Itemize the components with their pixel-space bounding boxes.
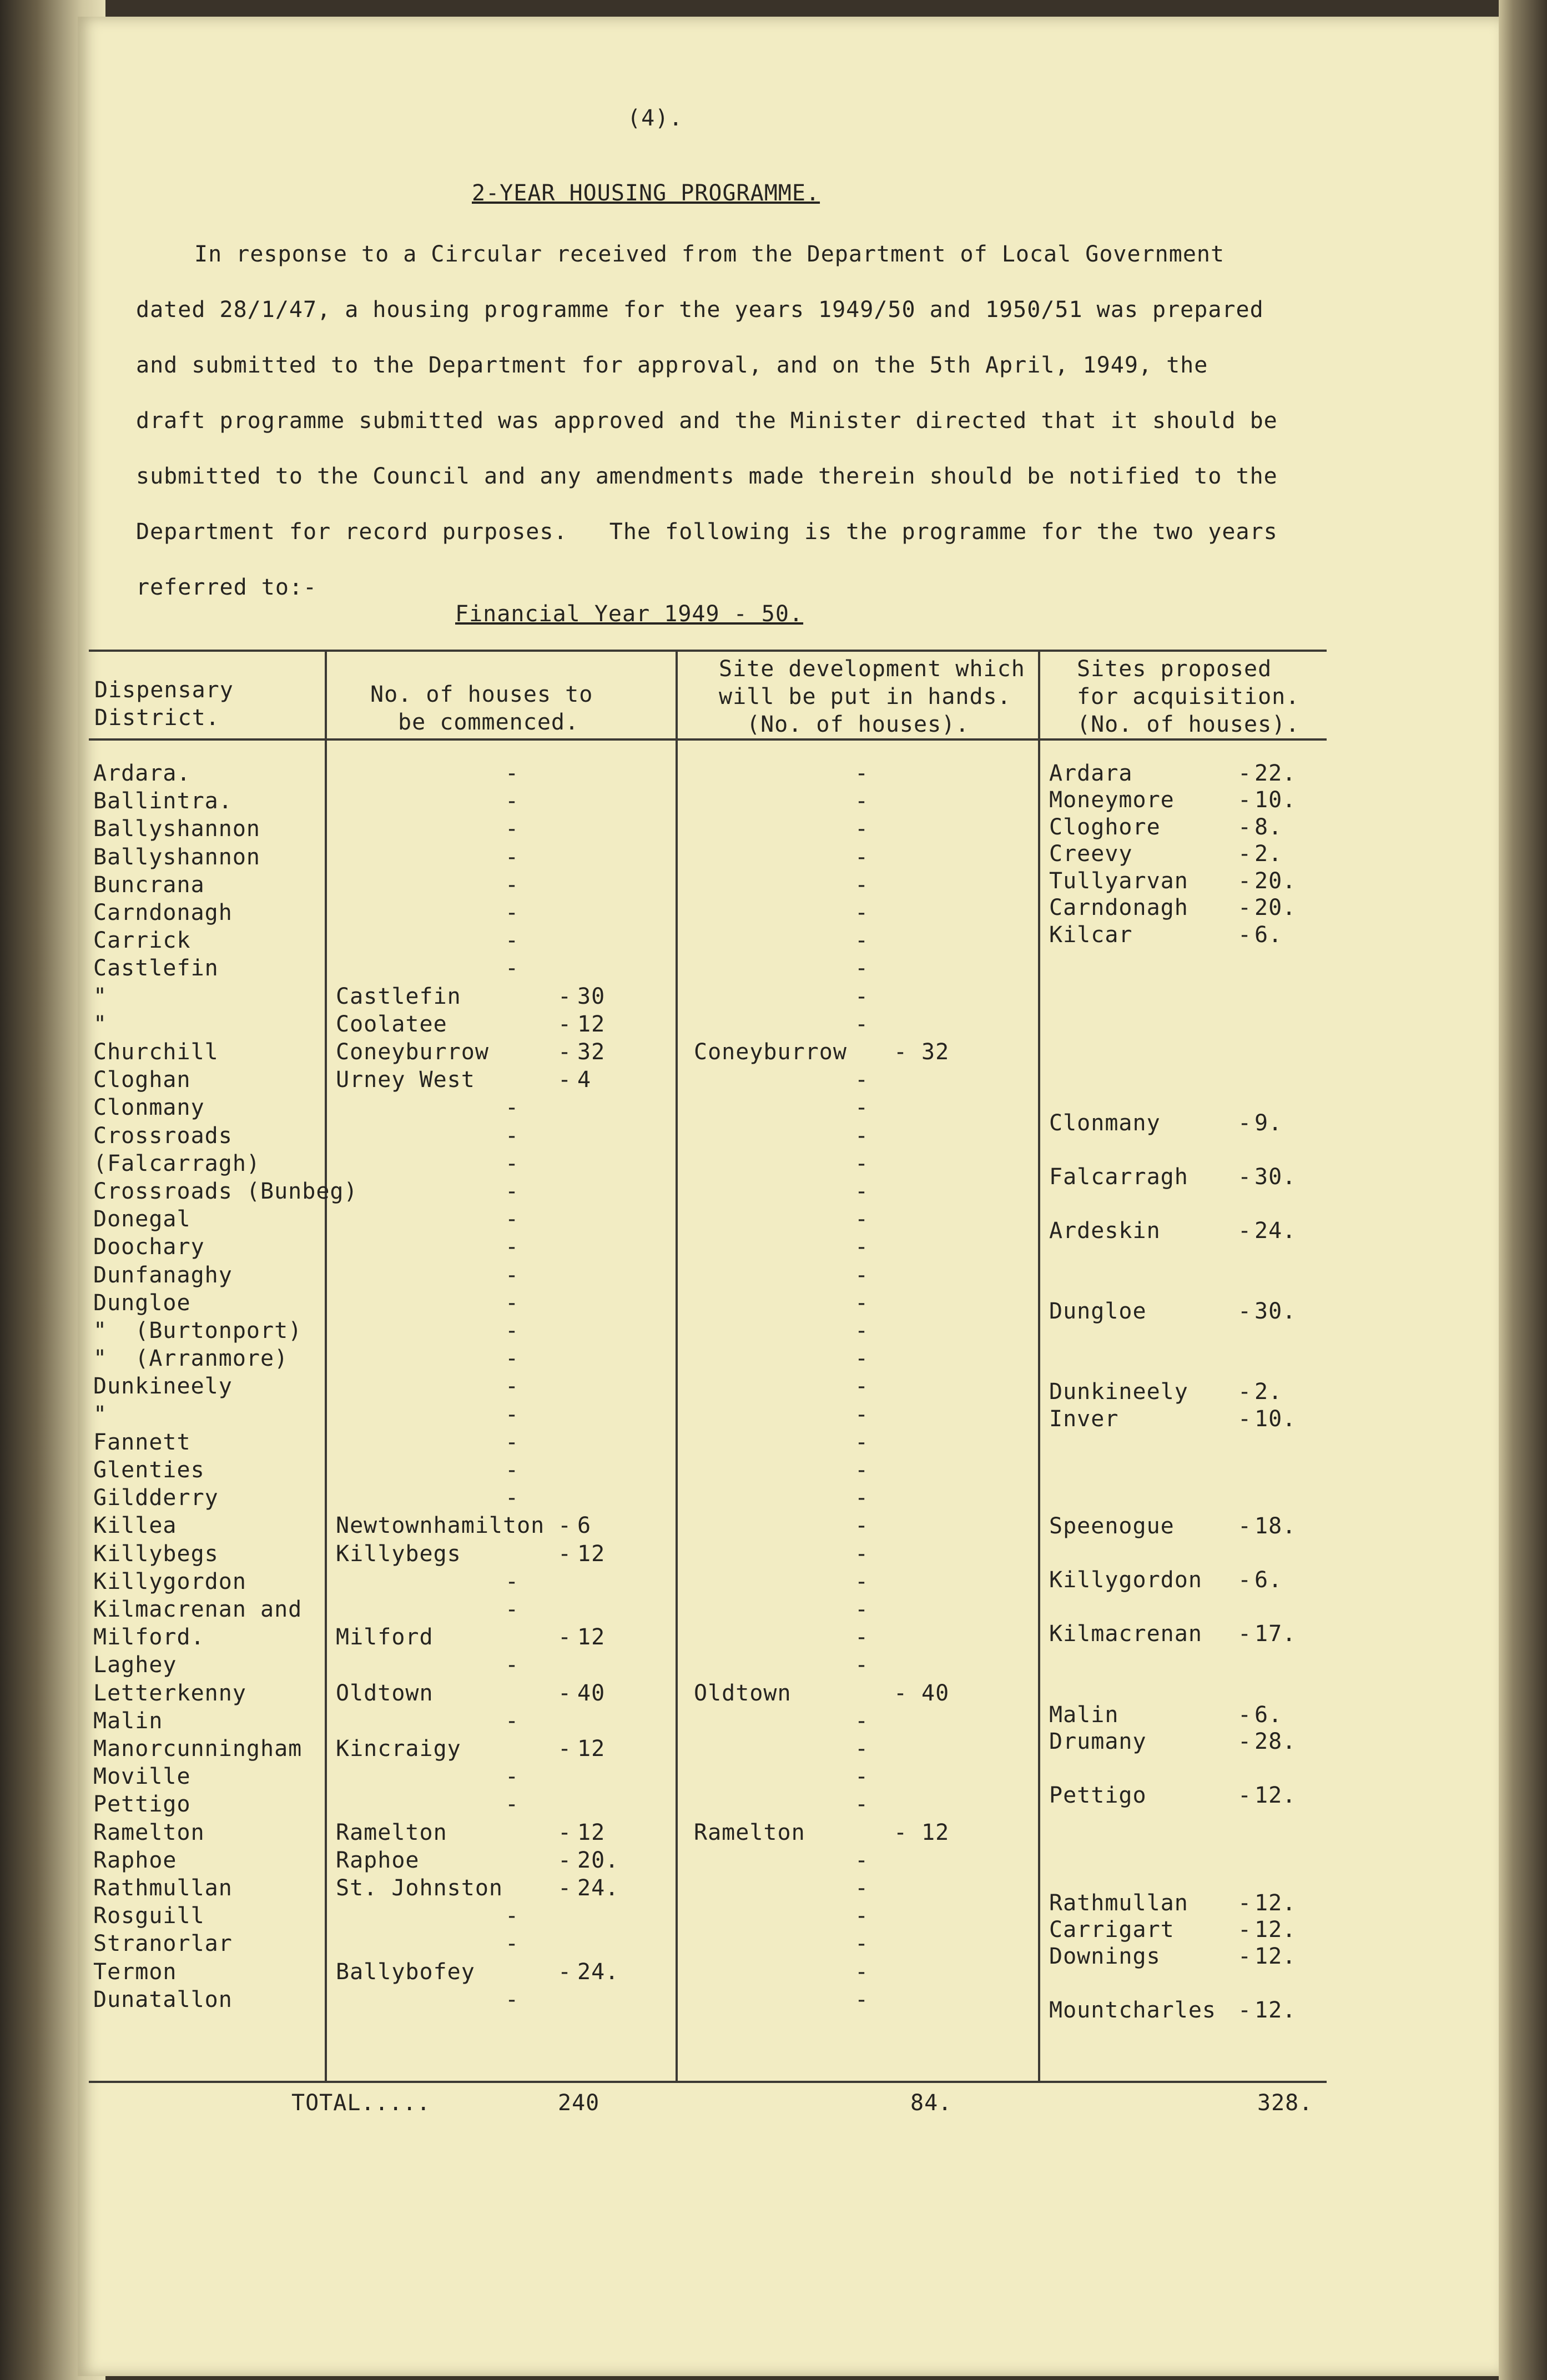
houses-entry-value: 20. <box>577 1848 619 1873</box>
houses-entry-dash: - <box>558 984 572 1009</box>
houses-entry-name: Newtownhamilton <box>336 1513 545 1538</box>
district-label: Milford. <box>93 1624 205 1650</box>
empty-cell-dash: - <box>855 1346 869 1371</box>
acquisition-entry-name: Clonmany <box>1049 1110 1161 1136</box>
acquisition-entry-name: Dungloe <box>1049 1299 1147 1324</box>
district-label: Carndonagh <box>93 900 233 925</box>
acquisition-entry-dash: - <box>1238 1890 1252 1916</box>
district-label: Dunfanaghy <box>93 1262 233 1288</box>
intro-line-2: dated 28/1/47, a housing programme for the years 1949/50 and 1950/51 was prepared <box>136 297 1264 323</box>
empty-cell-dash: - <box>505 1903 520 1929</box>
empty-cell-dash: - <box>505 1318 520 1344</box>
header-site-2: will be put in hands. <box>719 684 1011 710</box>
intro-line-4: draft programme submitted was approved and the Minister directed that it should be <box>136 408 1278 434</box>
empty-cell-dash: - <box>855 1848 869 1873</box>
district-label: Letterkenny <box>93 1680 246 1706</box>
empty-cell-dash: - <box>855 788 869 814</box>
empty-cell-dash: - <box>855 1234 869 1260</box>
header-site-3: (No. of houses). <box>747 712 970 737</box>
empty-cell-dash: - <box>855 1764 869 1789</box>
acquisition-entry-value: 30. <box>1254 1164 1297 1190</box>
acquisition-entry-dash: - <box>1238 1702 1252 1728</box>
district-label: Malin <box>93 1708 163 1734</box>
acquisition-entry-value: 12. <box>1254 1917 1297 1943</box>
empty-cell-dash: - <box>855 1987 869 2012</box>
acquisition-entry-value: 6. <box>1254 1567 1283 1593</box>
empty-cell-dash: - <box>855 816 869 842</box>
houses-entry-value: 24. <box>577 1875 619 1901</box>
document-page <box>78 17 1499 2376</box>
total-site: 84. <box>910 2090 953 2116</box>
acquisition-entry-name: Inver <box>1049 1406 1119 1432</box>
district-label: Pettigo <box>93 1792 191 1817</box>
district-label: Termon <box>93 1959 177 1985</box>
houses-entry-name: Oldtown <box>336 1680 434 1706</box>
acquisition-entry-name: Killygordon <box>1049 1567 1202 1593</box>
acquisition-entry-name: Kilcar <box>1049 922 1133 948</box>
empty-cell-dash: - <box>855 1513 869 1538</box>
header-houses-1: No. of houses to <box>370 682 593 707</box>
empty-cell-dash: - <box>505 1764 520 1789</box>
empty-cell-dash: - <box>855 928 869 953</box>
acquisition-entry-dash: - <box>1238 841 1252 867</box>
district-label: Donegal <box>93 1206 191 1232</box>
empty-cell-dash: - <box>505 955 520 981</box>
empty-cell-dash: - <box>505 1597 520 1622</box>
empty-cell-dash: - <box>505 1652 520 1678</box>
total-acquisition: 328. <box>1257 2090 1313 2116</box>
district-label: Raphoe <box>93 1848 177 1873</box>
acquisition-entry-dash: - <box>1238 1567 1252 1593</box>
houses-entry-dash: - <box>558 1067 572 1093</box>
acquisition-entry-name: Drumany <box>1049 1729 1147 1754</box>
intro-line-5: submitted to the Council and any amendments made therein should be notified to the <box>136 464 1278 489</box>
site-entry-name: Oldtown <box>694 1680 792 1706</box>
acquisition-entry-name: Moneymore <box>1049 787 1175 813</box>
empty-cell-dash: - <box>505 1457 520 1483</box>
empty-cell-dash: - <box>855 1792 869 1817</box>
district-label: Churchill <box>93 1039 219 1065</box>
houses-entry-dash: - <box>558 1848 572 1873</box>
empty-cell-dash: - <box>855 1402 869 1427</box>
acquisition-entry-dash: - <box>1238 761 1252 786</box>
empty-cell-dash: - <box>855 955 869 981</box>
acquisition-entry-name: Downings <box>1049 1944 1161 1969</box>
empty-cell-dash: - <box>855 1123 869 1149</box>
houses-entry-value: 6 <box>577 1513 592 1538</box>
houses-entry-dash: - <box>558 1624 572 1650</box>
empty-cell-dash: - <box>505 1179 520 1204</box>
header-district-1: Dispensary <box>94 677 234 703</box>
houses-entry-value: 32 <box>577 1039 606 1065</box>
acquisition-entry-dash: - <box>1238 1729 1252 1754</box>
acquisition-entry-value: 8. <box>1254 814 1283 840</box>
empty-cell-dash: - <box>505 1234 520 1260</box>
empty-cell-dash: - <box>505 1262 520 1288</box>
district-label: Ballintra. <box>93 788 233 814</box>
acquisition-entry-dash: - <box>1238 1621 1252 1647</box>
houses-entry-dash: - <box>558 1513 572 1538</box>
empty-cell-dash: - <box>855 1206 869 1232</box>
empty-cell-dash: - <box>505 1373 520 1399</box>
empty-cell-dash: - <box>855 1541 869 1567</box>
houses-entry-dash: - <box>558 1012 572 1037</box>
header-acq-1: Sites proposed <box>1077 656 1272 682</box>
empty-cell-dash: - <box>505 1931 520 1956</box>
acquisition-entry-dash: - <box>1238 895 1252 920</box>
district-label: " <box>93 1012 108 1037</box>
empty-cell-dash: - <box>855 1095 869 1120</box>
houses-entry-name: Milford <box>336 1624 434 1650</box>
houses-entry-dash: - <box>558 1820 572 1845</box>
page-number: (4). <box>627 105 683 131</box>
empty-cell-dash: - <box>505 1987 520 2012</box>
empty-cell-dash: - <box>855 1652 869 1678</box>
district-label: Killea <box>93 1513 177 1538</box>
acquisition-entry-name: Carndonagh <box>1049 895 1188 920</box>
district-label: Rathmullan <box>93 1875 233 1901</box>
acquisition-entry-value: 12. <box>1254 1890 1297 1916</box>
header-acq-2: for acquisition. <box>1077 684 1300 710</box>
houses-entry-name: Raphoe <box>336 1848 420 1873</box>
acquisition-entry-dash: - <box>1238 1299 1252 1324</box>
houses-entry-value: 12 <box>577 1541 606 1567</box>
site-entry-dash: - <box>894 1820 908 1845</box>
district-label: " (Arranmore) <box>93 1346 289 1371</box>
empty-cell-dash: - <box>855 1430 869 1455</box>
empty-cell-dash: - <box>855 761 869 786</box>
empty-cell-dash: - <box>855 900 869 925</box>
table-bottom-rule <box>89 2081 1327 2083</box>
houses-entry-dash: - <box>558 1736 572 1762</box>
acquisition-entry-name: Dunkineely <box>1049 1379 1188 1405</box>
district-label: " <box>93 1402 108 1427</box>
houses-entry-value: 30 <box>577 984 606 1009</box>
acquisition-entry-dash: - <box>1238 1379 1252 1405</box>
empty-cell-dash: - <box>505 844 520 870</box>
site-entry-value: 32 <box>921 1039 950 1065</box>
district-label: Crossroads <box>93 1123 233 1149</box>
houses-entry-dash: - <box>558 1680 572 1706</box>
acquisition-entry-name: Carrigart <box>1049 1917 1175 1943</box>
empty-cell-dash: - <box>505 900 520 925</box>
district-label: (Falcarragh) <box>93 1151 260 1176</box>
acquisition-entry-dash: - <box>1238 922 1252 948</box>
empty-cell-dash: - <box>855 1262 869 1288</box>
empty-cell-dash: - <box>855 1959 869 1985</box>
site-entry-value: 40 <box>921 1680 950 1706</box>
empty-cell-dash: - <box>855 1736 869 1762</box>
empty-cell-dash: - <box>855 1597 869 1622</box>
intro-line-7: referred to:- <box>136 575 318 600</box>
acquisition-entry-dash: - <box>1238 1917 1252 1943</box>
district-label: Glenties <box>93 1457 205 1483</box>
header-houses-2: be commenced. <box>398 710 580 735</box>
district-label: Ramelton <box>93 1820 205 1845</box>
header-district-2: District. <box>94 705 220 731</box>
acquisition-entry-dash: - <box>1238 1406 1252 1432</box>
houses-entry-name: Urney West <box>336 1067 475 1093</box>
empty-cell-dash: - <box>505 1123 520 1149</box>
empty-cell-dash: - <box>505 816 520 842</box>
empty-cell-dash: - <box>855 1373 869 1399</box>
empty-cell-dash: - <box>855 1624 869 1650</box>
acquisition-entry-value: 17. <box>1254 1621 1297 1647</box>
empty-cell-dash: - <box>855 872 869 898</box>
acquisition-entry-name: Kilmacrenan <box>1049 1621 1202 1647</box>
district-label: " (Burtonport) <box>93 1318 303 1344</box>
acquisition-entry-name: Mountcharles <box>1049 1997 1216 2023</box>
district-label: Clonmany <box>93 1095 205 1120</box>
houses-entry-value: 24. <box>577 1959 619 1985</box>
acquisition-entry-value: 6. <box>1254 1702 1283 1728</box>
district-label: Killygordon <box>93 1569 246 1594</box>
acquisition-entry-dash: - <box>1238 1944 1252 1969</box>
page-edge <box>1499 0 1547 2380</box>
acquisition-entry-dash: - <box>1238 1218 1252 1244</box>
acquisition-entry-dash: - <box>1238 787 1252 813</box>
intro-line-3: and submitted to the Department for approval, and on the 5th April, 1949, the <box>136 353 1208 378</box>
district-label: Rosguill <box>93 1903 205 1929</box>
houses-entry-name: Ramelton <box>336 1820 447 1845</box>
site-entry-dash: - <box>894 1680 908 1706</box>
total-label: TOTAL..... <box>291 2090 431 2116</box>
acquisition-entry-value: 10. <box>1254 1406 1297 1432</box>
page-title: 2-YEAR HOUSING PROGRAMME. <box>472 180 820 206</box>
acquisition-entry-value: 9. <box>1254 1110 1283 1136</box>
site-entry-value: 12 <box>921 1820 950 1845</box>
empty-cell-dash: - <box>505 1095 520 1120</box>
houses-entry-value: 12 <box>577 1820 606 1845</box>
empty-cell-dash: - <box>855 1290 869 1316</box>
acquisition-entry-value: 2. <box>1254 841 1283 867</box>
acquisition-entry-dash: - <box>1238 1783 1252 1808</box>
district-label: Dungloe <box>93 1290 191 1316</box>
empty-cell-dash: - <box>855 984 869 1009</box>
empty-cell-dash: - <box>505 1708 520 1734</box>
district-label: Laghey <box>93 1652 177 1678</box>
houses-entry-dash: - <box>558 1959 572 1985</box>
acquisition-entry-value: 12. <box>1254 1783 1297 1808</box>
acquisition-entry-dash: - <box>1238 1110 1252 1136</box>
district-label: Buncrana <box>93 872 205 898</box>
district-label: Kilmacrenan and <box>93 1597 303 1622</box>
acquisition-entry-name: Ardara <box>1049 761 1133 786</box>
acquisition-entry-name: Creevy <box>1049 841 1133 867</box>
acquisition-entry-dash: - <box>1238 1164 1252 1190</box>
district-label: Killybegs <box>93 1541 219 1567</box>
empty-cell-dash: - <box>855 1569 869 1594</box>
site-entry-name: Ramelton <box>694 1820 805 1845</box>
acquisition-entry-name: Pettigo <box>1049 1783 1147 1808</box>
empty-cell-dash: - <box>855 844 869 870</box>
district-label: Fannett <box>93 1430 191 1455</box>
district-label: Dunkineely <box>93 1373 233 1399</box>
houses-entry-dash: - <box>558 1875 572 1901</box>
empty-cell-dash: - <box>505 1792 520 1817</box>
empty-cell-dash: - <box>505 1485 520 1511</box>
total-houses: 240 <box>558 2090 600 2116</box>
acquisition-entry-dash: - <box>1238 1513 1252 1539</box>
empty-cell-dash: - <box>855 1151 869 1176</box>
header-acq-3: (No. of houses). <box>1077 712 1300 737</box>
acquisition-entry-value: 28. <box>1254 1729 1297 1754</box>
empty-cell-dash: - <box>505 788 520 814</box>
district-label: Doochary <box>93 1234 205 1260</box>
acquisition-entry-name: Ardeskin <box>1049 1218 1161 1244</box>
site-entry-dash: - <box>894 1039 908 1065</box>
header-site-1: Site development which <box>719 656 1025 682</box>
column-rule-1 <box>325 650 327 2082</box>
empty-cell-dash: - <box>505 1346 520 1371</box>
empty-cell-dash: - <box>855 1931 869 1956</box>
acquisition-entry-name: Falcarragh <box>1049 1164 1188 1190</box>
site-entry-name: Coneyburrow <box>694 1039 847 1065</box>
empty-cell-dash: - <box>855 1012 869 1037</box>
empty-cell-dash: - <box>855 1318 869 1344</box>
district-label: Ballyshannon <box>93 816 260 842</box>
acquisition-entry-name: Rathmullan <box>1049 1890 1188 1916</box>
acquisition-entry-dash: - <box>1238 1997 1252 2023</box>
acquisition-entry-value: 20. <box>1254 895 1297 920</box>
houses-entry-name: St. Johnston <box>336 1875 503 1901</box>
acquisition-entry-name: Cloghore <box>1049 814 1161 840</box>
column-rule-3 <box>1038 650 1040 2082</box>
houses-entry-value: 4 <box>577 1067 592 1093</box>
empty-cell-dash: - <box>505 1290 520 1316</box>
houses-entry-name: Killybegs <box>336 1541 461 1567</box>
houses-entry-name: Coneyburrow <box>336 1039 489 1065</box>
empty-cell-dash: - <box>505 928 520 953</box>
district-label: Gildderry <box>93 1485 219 1511</box>
district-label: Crossroads (Bunbeg) <box>93 1179 358 1204</box>
empty-cell-dash: - <box>505 1430 520 1455</box>
district-label: Ballyshannon <box>93 844 260 870</box>
houses-entry-name: Ballybofey <box>336 1959 475 1985</box>
houses-entry-name: Castlefin <box>336 984 461 1009</box>
acquisition-entry-name: Malin <box>1049 1702 1119 1728</box>
empty-cell-dash: - <box>855 1485 869 1511</box>
empty-cell-dash: - <box>505 872 520 898</box>
financial-year-subtitle: Financial Year 1949 - 50. <box>455 601 804 627</box>
acquisition-entry-value: 6. <box>1254 922 1283 948</box>
acquisition-entry-value: 30. <box>1254 1299 1297 1324</box>
district-label: Manorcunningham <box>93 1736 303 1762</box>
empty-cell-dash: - <box>855 1708 869 1734</box>
acquisition-entry-name: Tullyarvan <box>1049 868 1188 894</box>
empty-cell-dash: - <box>505 1402 520 1427</box>
district-label: " <box>93 984 108 1009</box>
empty-cell-dash: - <box>855 1067 869 1093</box>
empty-cell-dash: - <box>855 1875 869 1901</box>
empty-cell-dash: - <box>505 1206 520 1232</box>
table-top-rule <box>89 650 1327 652</box>
district-label: Cloghan <box>93 1067 191 1093</box>
district-label: Castlefin <box>93 955 219 981</box>
empty-cell-dash: - <box>855 1903 869 1929</box>
houses-entry-dash: - <box>558 1541 572 1567</box>
empty-cell-dash: - <box>505 1151 520 1176</box>
intro-line-1: In response to a Circular received from the Department of Local Government <box>194 241 1225 267</box>
acquisition-entry-dash: - <box>1238 868 1252 894</box>
header-bottom-rule <box>89 738 1327 741</box>
district-label: Stranorlar <box>93 1931 233 1956</box>
houses-entry-value: 12 <box>577 1012 606 1037</box>
houses-entry-name: Coolatee <box>336 1012 447 1037</box>
empty-cell-dash: - <box>855 1179 869 1204</box>
acquisition-entry-value: 12. <box>1254 1944 1297 1969</box>
district-label: Ardara. <box>93 761 191 786</box>
empty-cell-dash: - <box>505 1569 520 1594</box>
acquisition-entry-value: 18. <box>1254 1513 1297 1539</box>
empty-cell-dash: - <box>505 761 520 786</box>
acquisition-entry-value: 10. <box>1254 787 1297 813</box>
column-rule-2 <box>676 650 678 2082</box>
empty-cell-dash: - <box>855 1457 869 1483</box>
district-label: Dunatallon <box>93 1987 233 2012</box>
acquisition-entry-name: Speenogue <box>1049 1513 1175 1539</box>
intro-line-6: Department for record purposes. The following is the programme for the two years <box>136 519 1278 545</box>
acquisition-entry-dash: - <box>1238 814 1252 840</box>
acquisition-entry-value: 2. <box>1254 1379 1283 1405</box>
houses-entry-value: 12 <box>577 1624 606 1650</box>
houses-entry-name: Kincraigy <box>336 1736 461 1762</box>
houses-entry-value: 40 <box>577 1680 606 1706</box>
district-label: Carrick <box>93 928 191 953</box>
houses-entry-value: 12 <box>577 1736 606 1762</box>
acquisition-entry-value: 24. <box>1254 1218 1297 1244</box>
acquisition-entry-value: 12. <box>1254 1997 1297 2023</box>
houses-entry-dash: - <box>558 1039 572 1065</box>
acquisition-entry-value: 22. <box>1254 761 1297 786</box>
acquisition-entry-value: 20. <box>1254 868 1297 894</box>
district-label: Moville <box>93 1764 191 1789</box>
